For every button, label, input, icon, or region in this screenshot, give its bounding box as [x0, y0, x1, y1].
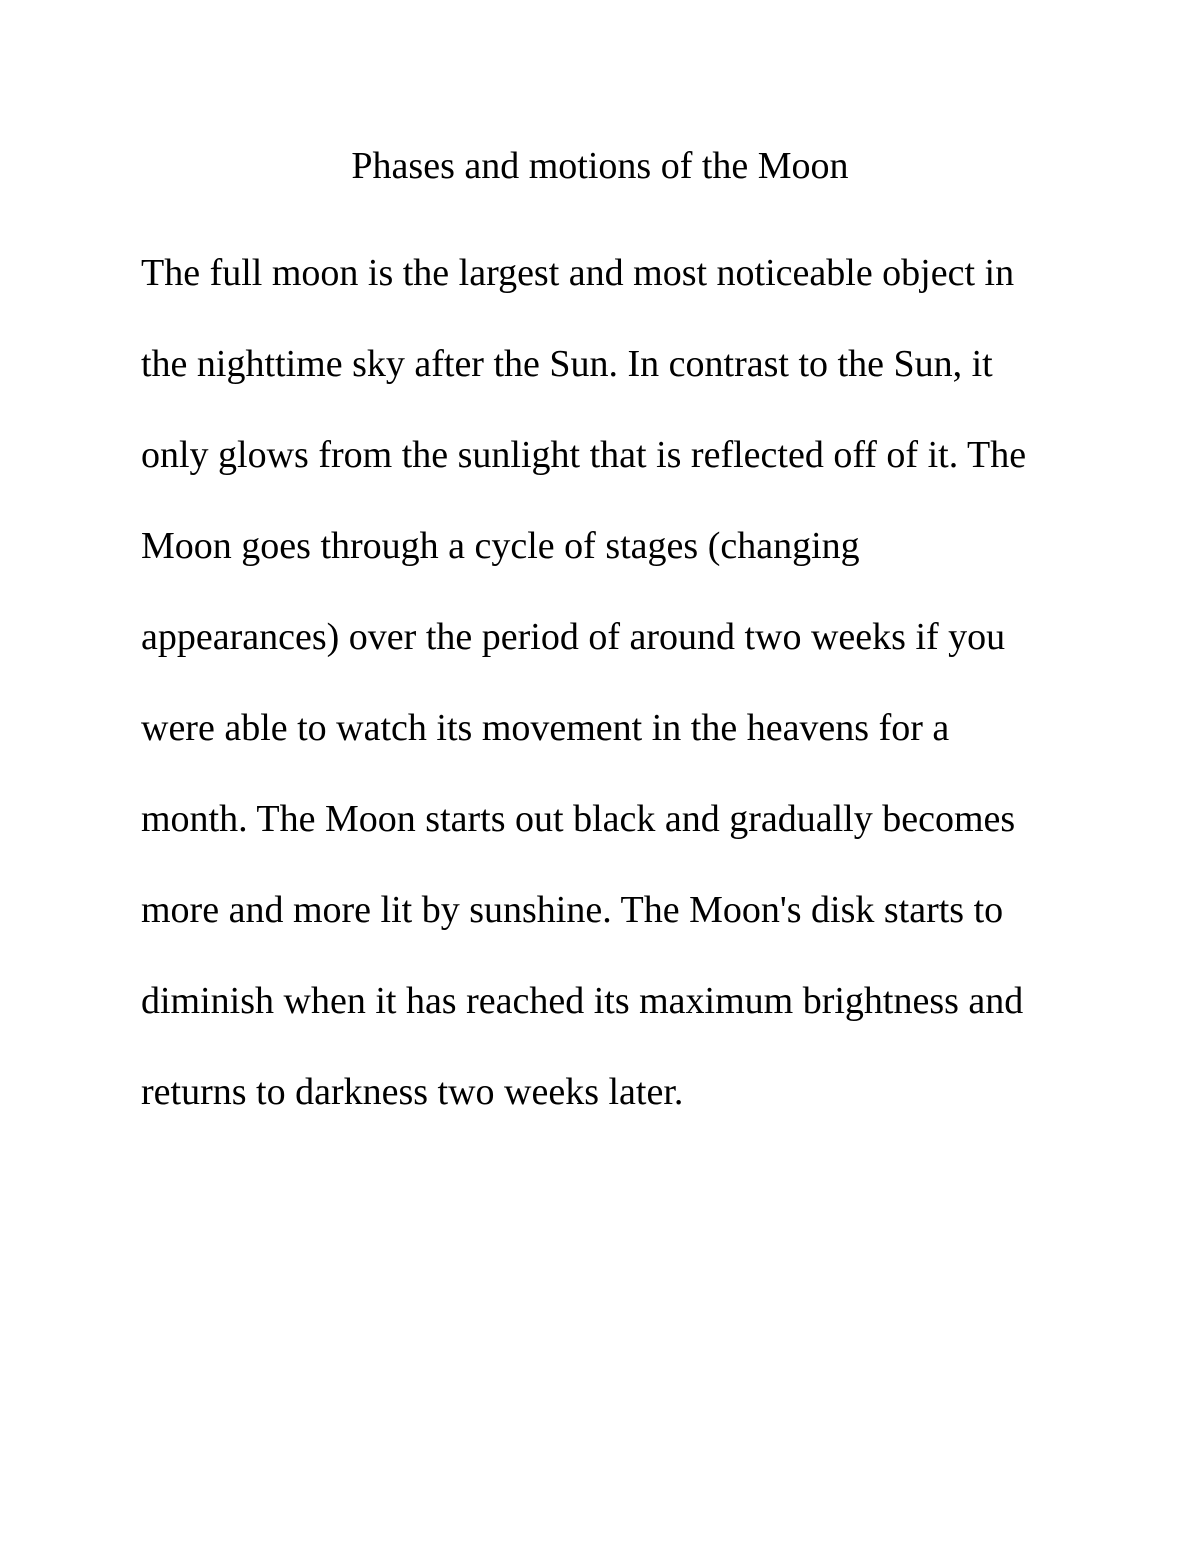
paragraph-line: were able to watch its movement in the heavens for a	[141, 707, 950, 749]
paragraph-line: returns to darkness two weeks later.	[141, 1071, 684, 1113]
paragraph-line: Moon goes through a cycle of stages (changing	[141, 525, 860, 567]
paragraph-line: appearances) over the period of around two weeks if you	[141, 616, 1006, 658]
document-title: Phases and motions of the Moon	[351, 145, 849, 187]
paragraph-line: the nighttime sky after the Sun. In contrast to the Sun, it	[141, 343, 993, 385]
paragraph-line: month. The Moon starts out black and gradually becomes	[141, 798, 1016, 840]
paragraph-line: only glows from the sunlight that is reflected off of it. The	[141, 434, 1027, 476]
document-paragraph	[141, 249, 1101, 1159]
paragraph-line: diminish when it has reached its maximum brightness and	[141, 980, 1024, 1022]
paragraph-line: The full moon is the largest and most noticeable object in	[141, 252, 1015, 294]
paragraph-line: more and more lit by sunshine. The Moon's disk starts to	[141, 889, 1004, 931]
